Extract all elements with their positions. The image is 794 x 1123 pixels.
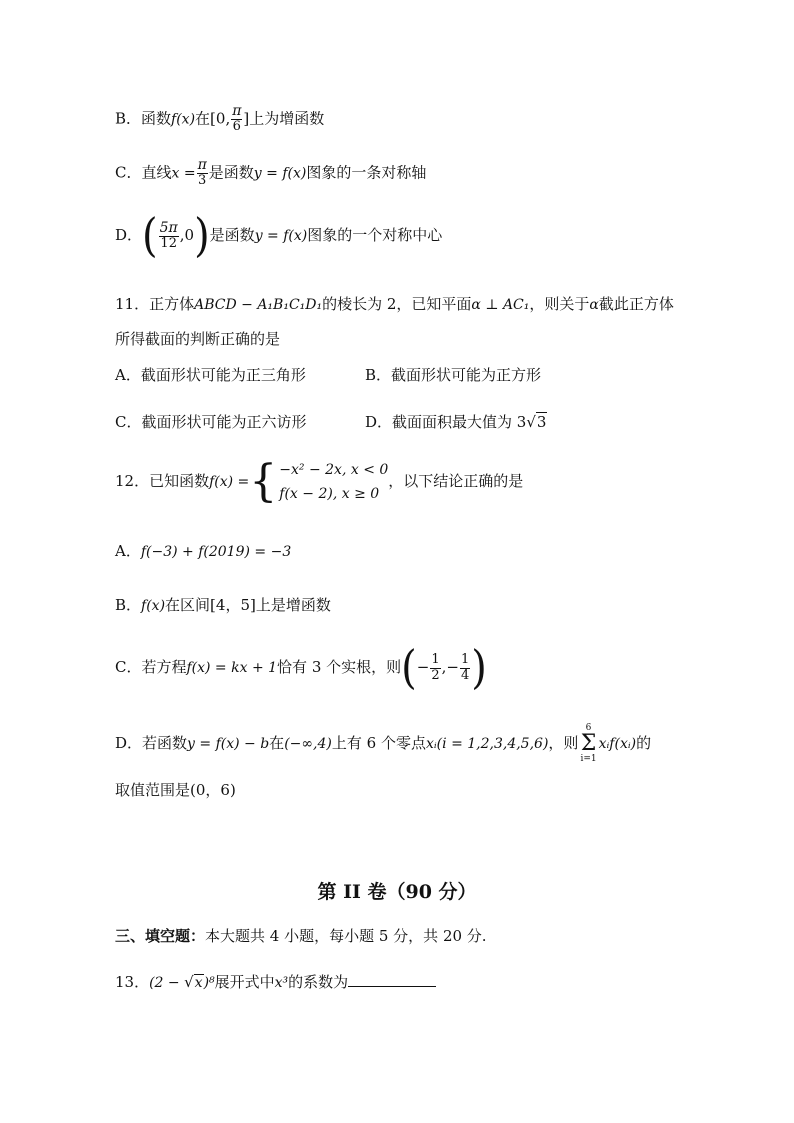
q10-option-b: B．函数f(x)在[0, $\frac{\pi}{6}$ ]上为增函数 — [115, 103, 325, 135]
q10-option-d: D．( $\frac{5\pi}{12}$ ,0)是函数y = f(x)图象的一个对称中心 — [115, 209, 443, 263]
section-heading: 第 II 卷（90 分） — [317, 881, 477, 903]
q13: 13．(2 − √x)⁸展开式中x³的系数为 — [115, 971, 436, 992]
q11-option-c: C．截面形状可能为正六访形 — [115, 413, 307, 431]
part3-instructions: 三、填空题：本大题共 4 小题，每小题 5 分，共 20 分. — [115, 927, 487, 945]
fraction: $\frac{\pi}{6}$ — [232, 103, 242, 135]
q12-option-d-line2: 取值范围是(0，6) — [115, 781, 236, 799]
piecewise-cases: −x² − 2x, x < 0 f(x − 2), x ≥ 0 — [279, 462, 389, 502]
q12-option-c: C．若方程f(x) = kx + 1恰有 3 个实根，则(− $\frac{1}{2}$ ,− $\frac{1}{4}$ ) — [115, 641, 487, 695]
q11-option-d: D．截面面积最大值为 3√3 — [365, 413, 547, 431]
fraction: $\frac{\pi}{3}$ — [197, 157, 207, 189]
q10-option-c: C．直线x = $\frac{\pi}{3}$ 是函数y = f(x)图象的一条对称轴 — [115, 157, 427, 189]
fraction: $\frac{1}{2}$ — [431, 652, 440, 683]
fraction: $\frac{5\pi}{12}$ — [159, 219, 178, 252]
q12-option-a: A．f(−3) + f(2019) = −3 — [115, 542, 292, 560]
q11-option-b: B．截面形状可能为正方形 — [365, 366, 542, 384]
q11-option-a: A．截面形状可能为正三角形 — [115, 366, 306, 384]
q12-stem: 12．已知函数f(x) ={ −x² − 2x, x < 0 f(x − 2), x ≥ 0 ，以下结论正确的是 — [115, 456, 524, 507]
fraction: $\frac{1}{4}$ — [460, 652, 470, 683]
answer-blank — [348, 972, 436, 987]
summation: 6 Σ i=1 — [580, 723, 597, 764]
q11-stem: 11．正方体ABCD − A₁B₁C₁D₁的棱长为 2，已知平面α ⊥ AC₁，则关于α截此正方体 — [115, 295, 674, 313]
q11-stem-line2: 所得截面的判断正确的是 — [115, 330, 281, 348]
q12-option-b: B．f(x)在区间[4，5]上是增函数 — [115, 596, 331, 614]
q12-option-d: D．若函数y = f(x) − b在(−∞,4)上有 6 个零点xᵢ(i = 1,2,3,4,5,6)，则6 Σ i=1xᵢf(xᵢ)的 — [115, 723, 652, 764]
